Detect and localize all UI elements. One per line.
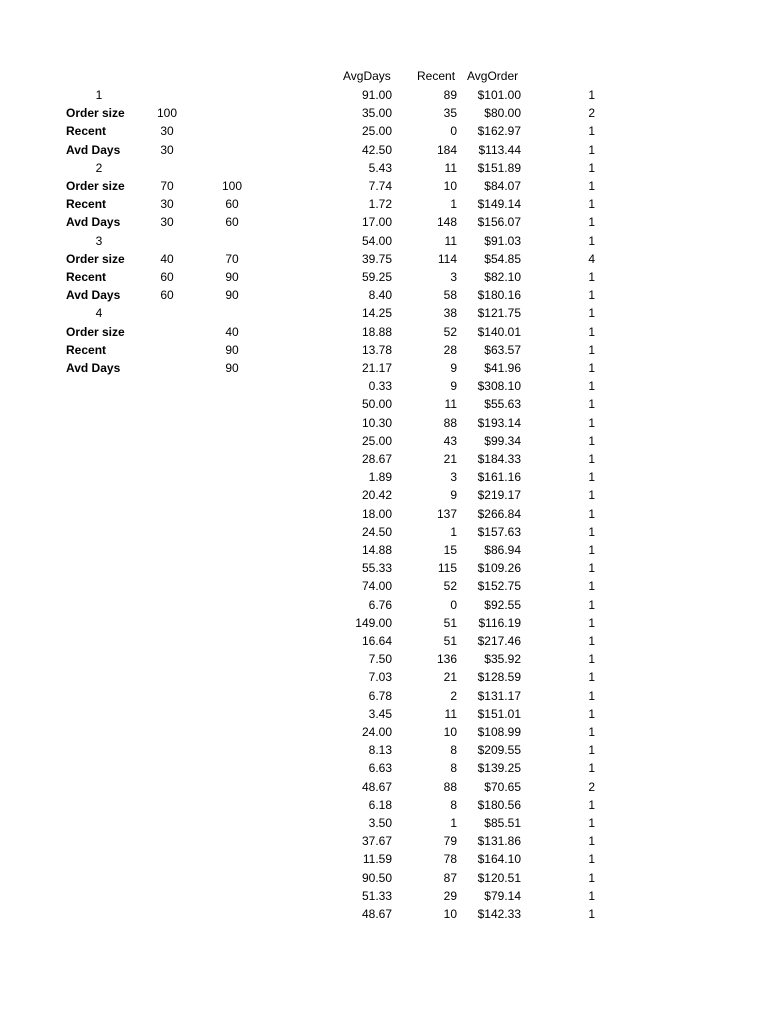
recent-cell: 52 (443, 324, 457, 339)
criteria-label: Order size (66, 324, 125, 339)
group-number: 3 (95, 233, 103, 248)
avgorder-cell: $35.92 (484, 652, 521, 667)
criteria-label: Order size (66, 251, 125, 266)
cluster-cell: 1 (588, 888, 595, 903)
avgdays-cell: 51.33 (361, 888, 392, 903)
avgorder-cell: $120.51 (477, 870, 521, 885)
avgdays-cell: 11.59 (362, 852, 392, 867)
avgorder-cell: $193.14 (477, 415, 521, 430)
avgdays-cell: 91.00 (361, 88, 392, 102)
avgorder-cell: $180.16 (477, 288, 521, 303)
recent-cell: 35 (443, 106, 457, 121)
avgdays-cell: 54.00 (361, 233, 392, 248)
criteria-label: Avd Days (66, 288, 121, 303)
recent-cell: 89 (443, 88, 457, 102)
group-number: 4 (95, 306, 103, 321)
cluster-cell: 1 (588, 142, 595, 157)
criteria-value-2: 40 (225, 324, 239, 339)
avgorder-cell: $55.63 (484, 397, 521, 412)
avgorder-cell: $140.01 (477, 324, 521, 339)
recent-cell: 28 (443, 342, 457, 357)
avgorder-cell: $116.19 (478, 615, 521, 630)
avgdays-cell: 13.78 (361, 342, 392, 357)
avgorder-cell: $184.33 (477, 452, 521, 466)
recent-cell: 1 (450, 197, 457, 212)
recent-cell: 8 (450, 761, 457, 776)
avgdays-cell: 1.89 (368, 470, 392, 485)
recent-cell: 10 (443, 179, 457, 193)
avgorder-cell: $82.10 (484, 270, 521, 284)
criteria-label: Avd Days (66, 215, 121, 230)
avgdays-cell: 6.78 (368, 688, 392, 703)
avgorder-cell: $217.46 (477, 634, 521, 648)
avgdays-cell: 42.50 (361, 142, 392, 157)
cluster-cell: 1 (588, 288, 595, 303)
criteria-label: Recent (66, 270, 107, 284)
avgorder-cell: $164.10 (477, 852, 521, 867)
recent-cell: 137 (436, 506, 457, 521)
cluster-cell: 1 (588, 397, 595, 412)
cluster-cell: 1 (588, 470, 595, 485)
recent-cell: 11 (444, 397, 457, 412)
avgorder-cell: $128.59 (477, 670, 521, 685)
avgorder-cell: $149.14 (477, 197, 521, 212)
avgdays-cell: 25.00 (361, 124, 392, 139)
criteria-value-1: 70 (160, 179, 174, 193)
avgdays-cell: 59.25 (361, 270, 392, 284)
criteria-value-2: 60 (225, 197, 239, 212)
avgdays-cell: 6.63 (368, 761, 392, 776)
recent-cell: 51 (443, 615, 457, 630)
recent-cell: 21 (443, 452, 457, 466)
recent-cell: 2 (450, 688, 457, 703)
avgdays-cell: 7.50 (368, 652, 392, 667)
cluster-cell: 1 (588, 452, 595, 466)
cluster-cell: 1 (588, 597, 595, 612)
criteria-value-2: 60 (225, 215, 239, 230)
avgorder-cell: $63.57 (484, 342, 521, 357)
avgdays-cell: 48.67 (361, 907, 392, 921)
avgorder-cell: $156.07 (477, 215, 521, 230)
recent-cell: 9 (450, 379, 457, 394)
avgorder-cell: $131.17 (477, 688, 521, 703)
cluster-cell: 1 (588, 306, 595, 321)
avgdays-cell: 6.76 (368, 597, 392, 612)
criteria-value-2: 90 (225, 361, 239, 375)
cluster-cell: 1 (588, 379, 595, 394)
group-number: 1 (95, 88, 103, 102)
criteria-label: Avd Days (66, 142, 121, 157)
criteria-value-2: 90 (225, 342, 239, 357)
avgorder-cell: $139.25 (477, 761, 521, 776)
cluster-cell: 1 (588, 816, 595, 830)
criteria-value-2: 100 (221, 179, 243, 193)
avgorder-cell: $85.51 (484, 816, 521, 830)
avgorder-cell: $180.56 (477, 797, 521, 812)
group-number: 2 (95, 160, 103, 175)
avgdays-cell: 21.17 (361, 361, 392, 375)
avgorder-cell: $99.34 (484, 433, 521, 448)
cluster-cell: 1 (588, 834, 595, 849)
criteria-value-2: 70 (225, 251, 239, 266)
recent-cell: 11 (444, 233, 457, 248)
criteria-value-1: 60 (160, 288, 174, 303)
avgdays-cell: 37.67 (361, 834, 392, 849)
cluster-cell: 1 (588, 706, 595, 721)
avgdays-cell: 18.00 (361, 506, 392, 521)
cluster-cell: 1 (588, 561, 595, 576)
avgdays-cell: 90.50 (361, 870, 392, 885)
cluster-cell: 2 (588, 106, 595, 121)
avgorder-cell: $161.16 (477, 470, 521, 485)
recent-cell: 10 (443, 907, 457, 921)
avgdays-cell: 16.64 (361, 634, 392, 648)
cluster-cell: 1 (588, 506, 595, 521)
cluster-cell: 1 (588, 270, 595, 284)
cluster-cell: 1 (588, 215, 595, 230)
avgorder-cell: $70.65 (484, 779, 521, 794)
avgdays-cell: 14.25 (361, 306, 392, 321)
cluster-cell: 1 (588, 524, 595, 539)
cluster-cell: 1 (588, 670, 595, 685)
criteria-label: Avd Days (66, 361, 121, 375)
cluster-cell: 4 (588, 251, 595, 266)
avgdays-cell: 28.67 (361, 452, 392, 466)
criteria-value-1: 100 (156, 106, 178, 121)
cluster-cell: 1 (588, 743, 595, 758)
avgorder-cell: $121.75 (477, 306, 521, 321)
avgdays-cell: 20.42 (361, 488, 392, 503)
recent-cell: 38 (443, 306, 457, 321)
cluster-cell: 1 (588, 688, 595, 703)
criteria-value-1: 30 (160, 142, 174, 157)
cluster-cell: 1 (588, 324, 595, 339)
cluster-cell: 1 (588, 197, 595, 212)
avgorder-cell: $79.14 (484, 888, 521, 903)
recent-cell: 29 (443, 888, 457, 903)
cluster-cell: 1 (588, 907, 595, 921)
avgdays-cell: 8.40 (368, 288, 392, 303)
avgorder-cell: $91.03 (484, 233, 521, 248)
cluster-cell: 1 (588, 615, 595, 630)
cluster-cell: 1 (588, 342, 595, 357)
avgdays-cell: 7.74 (368, 179, 392, 193)
avgorder-cell: $54.85 (484, 251, 521, 266)
recent-cell: 11 (444, 160, 457, 175)
recent-cell: 8 (450, 797, 457, 812)
avgdays-cell: 3.50 (368, 816, 392, 830)
recent-cell: 78 (443, 852, 457, 867)
avgdays-cell: 55.33 (361, 561, 392, 576)
avgorder-cell: $84.07 (484, 179, 521, 193)
avgdays-cell: 14.88 (361, 543, 392, 557)
cluster-cell: 1 (588, 543, 595, 557)
criteria-label: Order size (66, 179, 125, 193)
avgdays-cell: 50.00 (361, 397, 392, 412)
recent-cell: 52 (443, 579, 457, 594)
criteria-value-2 (217, 141, 247, 159)
criteria-value-1: 60 (160, 270, 174, 284)
avgorder-cell: $80.00 (484, 106, 521, 121)
avgdays-cell: 6.18 (368, 797, 392, 812)
avgdays-cell: 25.00 (361, 433, 392, 448)
cluster-cell: 1 (588, 852, 595, 867)
recent-cell: 43 (443, 433, 457, 448)
cluster-cell: 1 (588, 415, 595, 430)
recent-cell: 0 (450, 597, 457, 612)
cluster-cell: 1 (588, 579, 595, 594)
avgorder-cell: $113.44 (478, 142, 521, 157)
header-avgorder: AvgOrder (467, 69, 519, 83)
recent-cell: 148 (436, 215, 457, 230)
avgorder-cell: $108.99 (477, 725, 521, 739)
recent-cell: 11 (444, 706, 457, 721)
avgdays-cell: 149.00 (355, 615, 392, 630)
criteria-value-1: 40 (160, 251, 174, 266)
recent-cell: 51 (443, 634, 457, 648)
avgdays-cell: 35.00 (361, 106, 392, 121)
criteria-value-1 (152, 359, 182, 377)
avgdays-cell: 7.03 (368, 670, 392, 685)
criteria-value-1: 30 (160, 197, 174, 212)
criteria-value-2 (217, 122, 247, 140)
avgorder-cell: $109.26 (477, 561, 521, 576)
cluster-cell: 1 (588, 124, 595, 139)
avgdays-cell: 10.30 (361, 415, 392, 430)
avgorder-cell: $131.86 (477, 834, 521, 849)
cluster-cell: 1 (588, 761, 595, 776)
cluster-cell: 1 (588, 725, 595, 739)
criteria-label: Recent (66, 124, 107, 139)
criteria-label: Recent (66, 197, 107, 212)
avgdays-cell: 24.50 (361, 524, 392, 539)
avgorder-cell: $151.01 (477, 706, 521, 721)
avgorder-cell: $152.75 (477, 579, 521, 594)
avgorder-cell: $151.89 (477, 160, 521, 175)
recent-cell: 1 (450, 816, 457, 830)
recent-cell: 79 (443, 834, 457, 849)
avgorder-cell: $142.33 (477, 907, 521, 921)
avgdays-cell: 74.00 (361, 579, 392, 594)
avgorder-cell: $157.63 (477, 524, 521, 539)
cluster-cell: 1 (588, 88, 595, 102)
criteria-value-2: 90 (225, 270, 239, 284)
cluster-cell: 1 (588, 797, 595, 812)
avgdays-cell: 5.43 (368, 160, 392, 175)
cluster-cell: 2 (588, 779, 595, 794)
cluster-cell: 1 (588, 870, 595, 885)
criteria-label: Recent (66, 342, 107, 357)
cluster-cell: 1 (588, 433, 595, 448)
avgorder-cell: $219.17 (477, 488, 521, 503)
recent-cell: 58 (443, 288, 457, 303)
avgdays-cell: 24.00 (361, 725, 392, 739)
avgdays-cell: 0.33 (368, 379, 392, 394)
cluster-cell: 1 (588, 634, 595, 648)
header-avgdays: AvgDays (343, 69, 391, 83)
avgorder-cell: $308.10 (477, 379, 521, 394)
recent-cell: 88 (443, 779, 457, 794)
avgdays-cell: 39.75 (361, 251, 392, 266)
avgorder-cell: $41.96 (484, 361, 521, 375)
avgdays-cell: 8.13 (368, 743, 392, 758)
avgdays-cell: 48.67 (361, 779, 392, 794)
recent-cell: 115 (437, 561, 457, 576)
avgdays-cell: 18.88 (361, 324, 392, 339)
criteria-label: Order size (66, 106, 125, 121)
avgorder-cell: $92.55 (484, 597, 521, 612)
criteria-value-1 (152, 323, 182, 341)
avgorder-cell: $162.97 (477, 124, 521, 139)
header-recent: Recent (417, 69, 456, 83)
avgorder-cell: $86.94 (484, 543, 521, 557)
recent-cell: 9 (450, 361, 457, 375)
avgorder-cell: $101.00 (477, 88, 521, 102)
recent-cell: 8 (450, 743, 457, 758)
criteria-value-1: 30 (160, 124, 174, 139)
avgorder-cell: $266.84 (477, 506, 521, 521)
criteria-value-1 (152, 341, 182, 359)
criteria-value-1: 30 (160, 215, 174, 230)
recent-cell: 1 (450, 524, 457, 539)
avgorder-cell: $209.55 (477, 743, 521, 758)
recent-cell: 0 (450, 124, 457, 139)
cluster-cell: 1 (588, 652, 595, 667)
recent-cell: 21 (443, 670, 457, 685)
cluster-cell: 1 (588, 488, 595, 503)
cluster-cell: 1 (588, 160, 595, 175)
recent-cell: 114 (437, 251, 457, 266)
cluster-cell: 1 (588, 361, 595, 375)
recent-cell: 88 (443, 415, 457, 430)
recent-cell: 15 (443, 543, 457, 557)
cluster-cell: 1 (588, 233, 595, 248)
criteria-value-2 (217, 104, 247, 122)
avgdays-cell: 3.45 (368, 706, 392, 721)
recent-cell: 3 (450, 270, 457, 284)
recent-cell: 9 (450, 488, 457, 503)
recent-cell: 10 (443, 725, 457, 739)
recent-cell: 136 (436, 652, 457, 667)
recent-cell: 184 (436, 142, 457, 157)
avgdays-cell: 17.00 (361, 215, 392, 230)
recent-cell: 3 (450, 470, 457, 485)
criteria-value-2: 90 (225, 288, 239, 303)
recent-cell: 87 (443, 870, 457, 885)
cluster-cell: 1 (588, 179, 595, 193)
avgdays-cell: 1.72 (368, 197, 392, 212)
